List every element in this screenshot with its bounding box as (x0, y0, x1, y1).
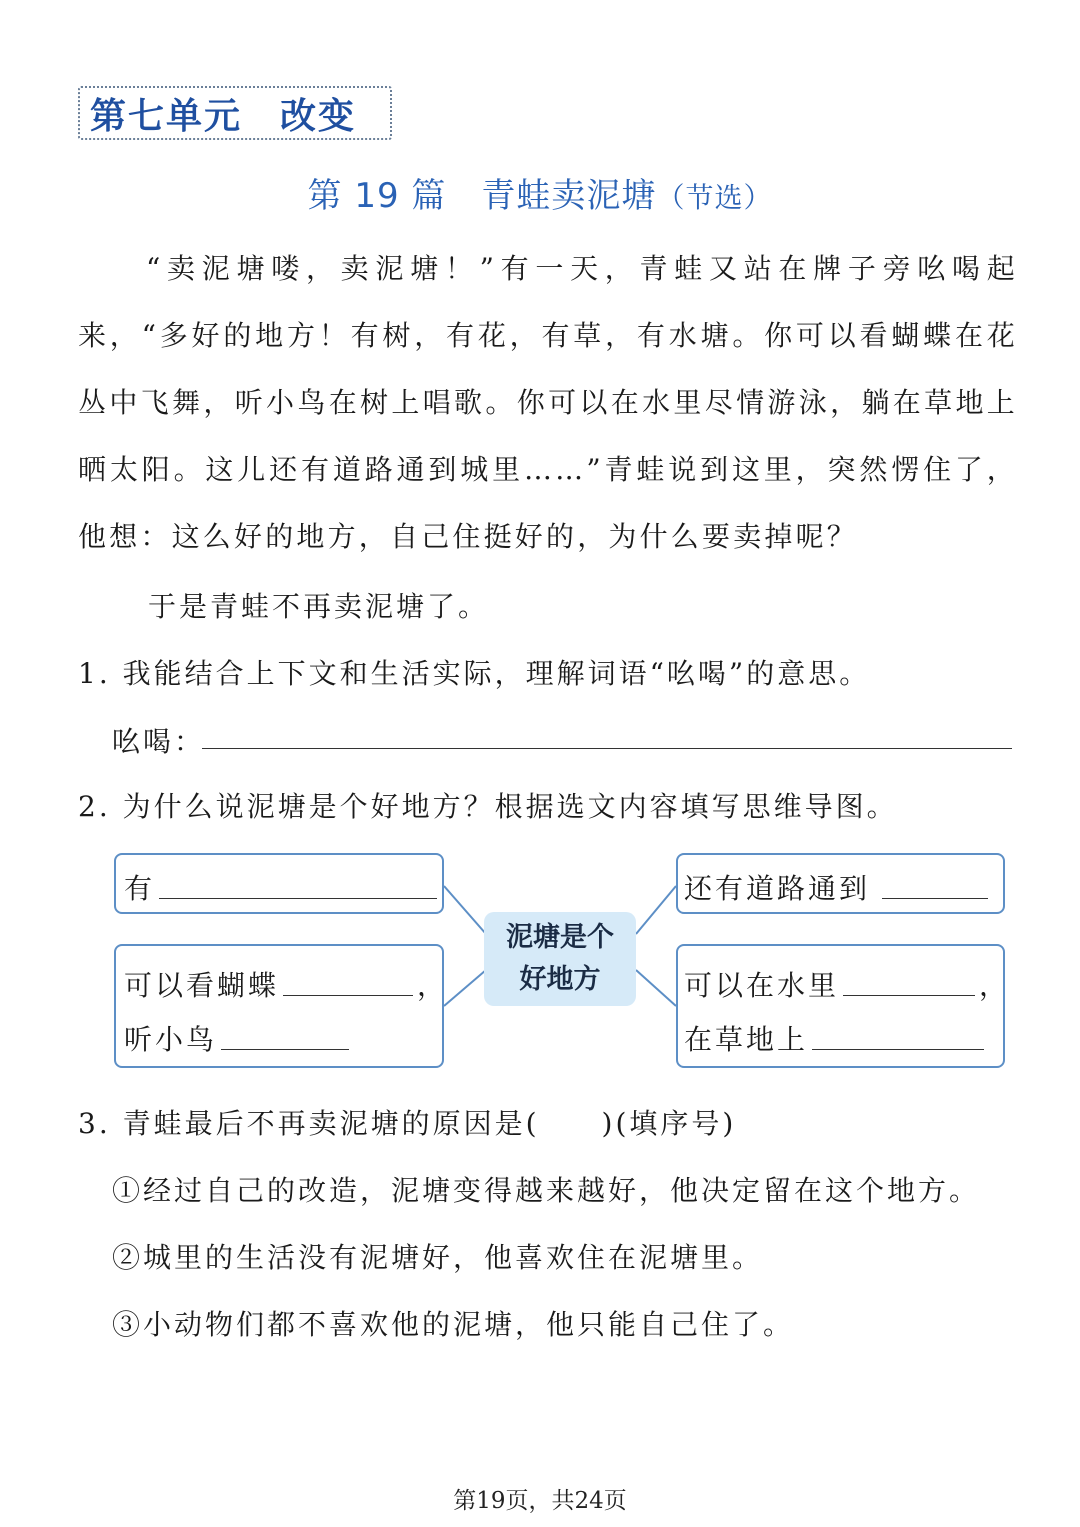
question-3-option-3[interactable]: ③小动物们都不喜欢他的泥塘，他只能自己住了。 (112, 1308, 795, 1341)
page-footer: 第19页，共24页 (453, 1488, 627, 1514)
mindmap-blank-4[interactable] (882, 897, 988, 899)
question-1: 1. 我能结合上下文和生活实际，理解词语“吆喝”的意思。 (78, 657, 871, 690)
mindmap-box-trees-label: 有 (124, 872, 156, 905)
mindmap-center-node (484, 912, 636, 1006)
mindmap-comma-2: ， (417, 969, 449, 1002)
question-1-label: 吆喝： (112, 725, 206, 758)
mindmap-blank-1[interactable] (159, 897, 437, 899)
mindmap-box-road-label: 还有道路通到 (684, 872, 871, 905)
mindmap-blank-5[interactable] (843, 994, 975, 996)
article-title-note: （节选） (656, 181, 773, 214)
mindmap-center-line-1: 泥塘是个 (506, 922, 614, 953)
mindmap-box-birds-label: 听小鸟 (124, 1023, 218, 1056)
mindmap-blank-2[interactable] (283, 994, 413, 996)
question-3-option-1[interactable]: ①经过自己的改造，泥塘变得越来越好，他决定留在这个地方。 (112, 1174, 981, 1207)
mindmap-comma-5: ， (979, 969, 1011, 1002)
mindmap-blank-6[interactable] (812, 1048, 984, 1050)
passage-paragraph-2: 于是青蛙不再卖泥塘了。 (148, 590, 490, 623)
mindmap-box-road (676, 853, 1005, 914)
mindmap-center-line-2: 好地方 (519, 964, 601, 995)
unit-title: 第七单元 改变 (90, 95, 357, 137)
mindmap-box-butterflies (114, 944, 449, 1068)
passage-paragraph-1: “卖泥塘喽，卖泥塘！”有一天，青蛙又站在牌子旁吆喝起来，“多好的地方！有树，有花，有草，有水塘。你可以看蝴蝶在花丛中飞舞，听小鸟在树上唱歌。你可以在水里尽情游泳，躺在草地上晒太阳。这儿还有道路通到城里……”青蛙说到这里，突然愣住了，他想：这么好的地方，自己住挺好的，为什么要卖掉呢？ (78, 252, 1018, 553)
question-2: 2. 为什么说泥塘是个好地方？根据选文内容填写思维导图。 (78, 790, 898, 823)
mindmap-box-butterflies-label: 可以看蝴蝶 (124, 969, 280, 1002)
question-3-option-2[interactable]: ②城里的生活没有泥塘好，他喜欢住在泥塘里。 (112, 1241, 764, 1274)
article-title-main: 第 19 篇 青蛙卖泥塘 (307, 176, 657, 216)
mindmap-box-water (676, 944, 1011, 1068)
mindmap-box-water-label: 可以在水里 (684, 969, 840, 1002)
mindmap-box-grass-label: 在草地上 (684, 1023, 809, 1056)
mindmap-box-trees (114, 853, 444, 914)
question-3: 3. 青蛙最后不再卖泥塘的原因是( )(填序号) (78, 1107, 737, 1140)
mindmap-blank-3[interactable] (221, 1048, 349, 1050)
